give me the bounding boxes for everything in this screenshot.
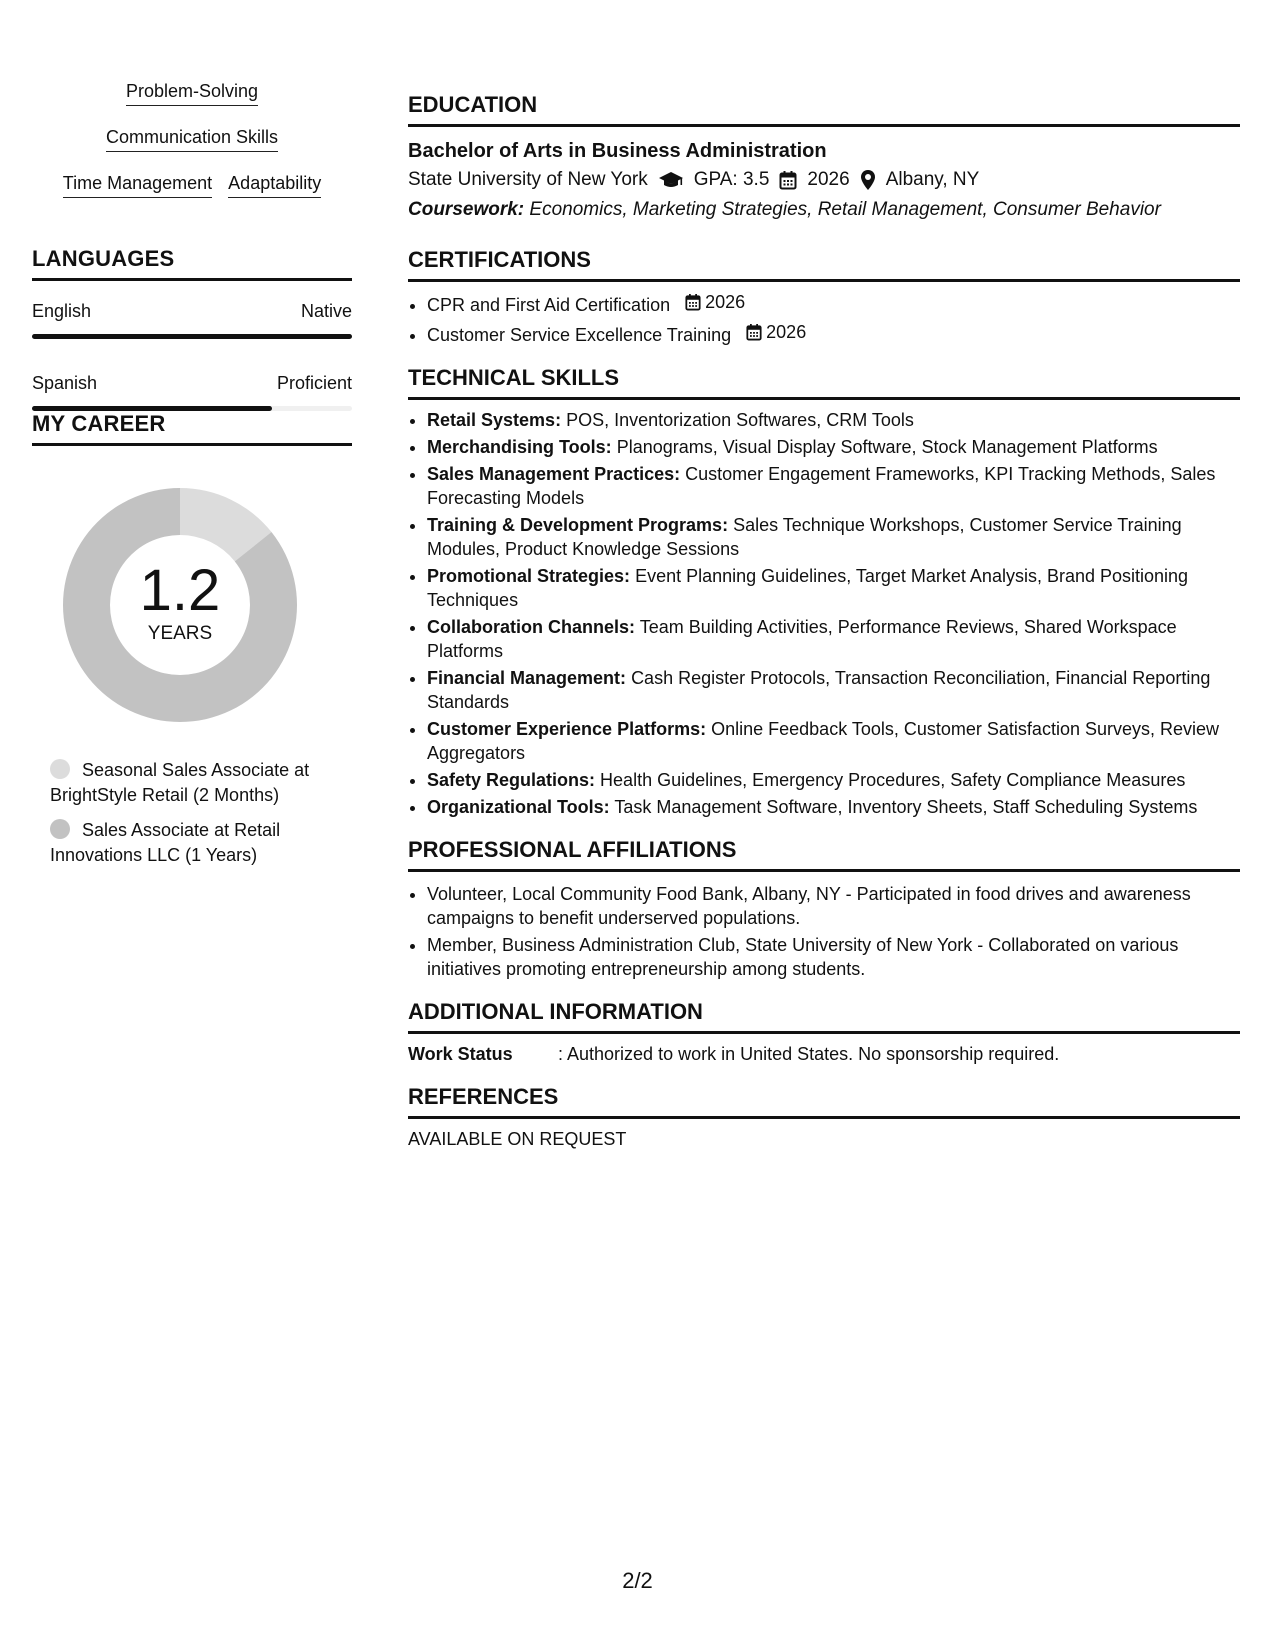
languages-heading: LANGUAGES xyxy=(32,246,352,281)
skill-tag: Time Management xyxy=(63,172,212,198)
language-row xyxy=(32,373,352,394)
certification-year: 2026 xyxy=(766,322,807,342)
certification-date xyxy=(746,320,806,344)
legend-item xyxy=(50,758,340,808)
skill-tag: Problem-Solving xyxy=(126,80,258,106)
career-donut-chart xyxy=(55,480,305,730)
certifications-section xyxy=(408,247,1240,347)
technical-skills-heading: TECHNICAL SKILLS xyxy=(408,365,1240,400)
skill-details: Health Guidelines, Emergency Procedures, Safety Compliance Measures xyxy=(600,770,1186,790)
legend-dot xyxy=(50,759,70,779)
technical-skill-item xyxy=(427,564,1240,612)
language-bar xyxy=(32,406,352,411)
skill-category: Collaboration Channels: xyxy=(427,617,636,637)
calendar-icon xyxy=(746,323,762,341)
affiliations-list xyxy=(408,882,1240,981)
career-legend xyxy=(50,758,340,868)
legend-dot xyxy=(50,819,70,839)
education-section xyxy=(408,92,1240,225)
gpa: GPA: 3.5 xyxy=(693,169,770,190)
degree-title: Bachelor of Arts in Business Administration xyxy=(408,140,827,162)
career-heading: MY CAREER xyxy=(32,411,352,446)
work-status-label: Work Status xyxy=(408,1044,513,1064)
legend-item xyxy=(50,818,340,868)
affiliation-item: • Member, Business Administration Club, State University of New York - Collaborated on various initiatives promoting entrepreneurship among students. xyxy=(427,933,1240,981)
affiliations-section xyxy=(408,837,1240,981)
skill-category: Promotional Strategies: xyxy=(427,566,631,586)
skills-row xyxy=(32,80,352,106)
certification-item xyxy=(427,320,1240,347)
technical-skills-list xyxy=(408,408,1240,819)
legend-label: Seasonal Sales Associate at BrightStyle Retail (2 Months) xyxy=(50,760,310,805)
work-status-value: : Authorized to work in United States. No sponsorship required. xyxy=(558,1044,1060,1064)
legend-label: Sales Associate at Retail Innovations LLC (1 Years) xyxy=(50,820,281,865)
language-row xyxy=(32,301,352,322)
donut-center xyxy=(55,480,305,730)
language-bar-fill xyxy=(32,406,272,411)
education-heading: EDUCATION xyxy=(408,92,1240,127)
skill-category: Merchandising Tools: xyxy=(427,437,612,457)
skill-details: Planograms, Visual Display Software, Stock Management Platforms xyxy=(616,437,1158,457)
language-level: Proficient xyxy=(276,373,352,393)
language-name: English xyxy=(32,301,92,321)
coursework xyxy=(408,195,1240,225)
references-heading: REFERENCES xyxy=(408,1084,1240,1119)
skill-details: Sales Technique Workshops, Customer Service Training Modules, Product Knowledge Sessions xyxy=(427,515,1182,559)
affiliation-item: • Volunteer, Local Community Food Bank, Albany, NY - Participated in food drives and awareness campaigns to benefit underserved populations. xyxy=(427,882,1240,930)
skill-category: Customer Experience Platforms: xyxy=(427,719,707,739)
certifications-heading: CERTIFICATIONS xyxy=(408,247,1240,282)
technical-skill-item xyxy=(427,408,1240,432)
references-text: AVAILABLE ON REQUEST xyxy=(408,1129,627,1149)
language-bar xyxy=(32,334,352,339)
technical-skill-item xyxy=(427,795,1240,819)
skill-tag: Adaptability xyxy=(228,172,321,198)
certification-name: CPR and First Aid Certification xyxy=(427,295,671,315)
skill-details: Cash Register Protocols, Transaction Reconciliation, Financial Reporting Standards xyxy=(427,668,1211,712)
graduation-year: 2026 xyxy=(807,169,850,190)
affiliations-heading: PROFESSIONAL AFFILIATIONS xyxy=(408,837,1240,872)
school-name: State University of New York xyxy=(408,169,648,190)
career-years-unit: YEARS xyxy=(147,623,213,644)
technical-skill-item xyxy=(427,513,1240,561)
references-section xyxy=(408,1084,1240,1150)
certifications-list xyxy=(408,290,1240,347)
skill-details: Task Management Software, Inventory Sheets, Staff Scheduling Systems xyxy=(614,797,1198,817)
language-level: Native xyxy=(300,301,352,321)
skill-details: POS, Inventorization Softwares, CRM Tools xyxy=(566,410,914,430)
skill-details: Customer Engagement Frameworks, KPI Tracking Methods, Sales Forecasting Models xyxy=(427,464,1216,508)
skills-row xyxy=(32,172,352,198)
additional-info-section xyxy=(408,999,1240,1066)
language-bar-fill xyxy=(32,334,352,339)
skill-category: Training & Development Programs: xyxy=(427,515,729,535)
work-status-row xyxy=(408,1042,1240,1066)
skill-category: Retail Systems: xyxy=(427,410,562,430)
skill-category: Financial Management: xyxy=(427,668,627,688)
technical-skill-item xyxy=(427,666,1240,714)
left-column xyxy=(32,80,352,878)
technical-skill-item xyxy=(427,462,1240,510)
additional-info-heading: ADDITIONAL INFORMATION xyxy=(408,999,1240,1034)
career-total-years: 1.2 xyxy=(139,558,221,623)
skill-tag: Communication Skills xyxy=(106,126,278,152)
language-item xyxy=(32,373,352,411)
technical-skill-item xyxy=(427,717,1240,765)
skill-category: Sales Management Practices: xyxy=(427,464,681,484)
technical-skills-section xyxy=(408,365,1240,819)
technical-skill-item xyxy=(427,768,1240,792)
certification-name: Customer Service Excellence Training xyxy=(427,325,732,345)
certification-item xyxy=(427,290,1240,317)
technical-skill-item xyxy=(427,615,1240,663)
location-pin-icon xyxy=(860,169,876,191)
certification-year: 2026 xyxy=(705,292,746,312)
education-details xyxy=(408,165,1240,195)
school-location: Albany, NY xyxy=(885,169,980,190)
skills-row xyxy=(32,126,352,152)
calendar-icon xyxy=(685,293,701,311)
skill-details: Event Planning Guidelines, Target Market Analysis, Brand Positioning Techniques xyxy=(427,566,1189,610)
skill-category: Safety Regulations: xyxy=(427,770,596,790)
certification-date xyxy=(685,290,745,314)
graduation-cap-icon xyxy=(658,170,684,190)
skill-details: Online Feedback Tools, Customer Satisfaction Surveys, Review Aggregators xyxy=(427,719,1220,763)
technical-skill-item xyxy=(427,435,1240,459)
language-name: Spanish xyxy=(32,373,98,393)
coursework-list: Economics, Marketing Strategies, Retail Management, Consumer Behavior xyxy=(529,199,1161,220)
skill-category: Organizational Tools: xyxy=(427,797,610,817)
coursework-label: Coursework: xyxy=(408,199,525,220)
right-column xyxy=(408,92,1240,1164)
language-item xyxy=(32,301,352,339)
calendar-icon xyxy=(779,170,797,190)
page-number: 2/2 xyxy=(622,1568,653,1593)
skill-details: Team Building Activities, Performance Reviews, Shared Workspace Platforms xyxy=(427,617,1177,661)
